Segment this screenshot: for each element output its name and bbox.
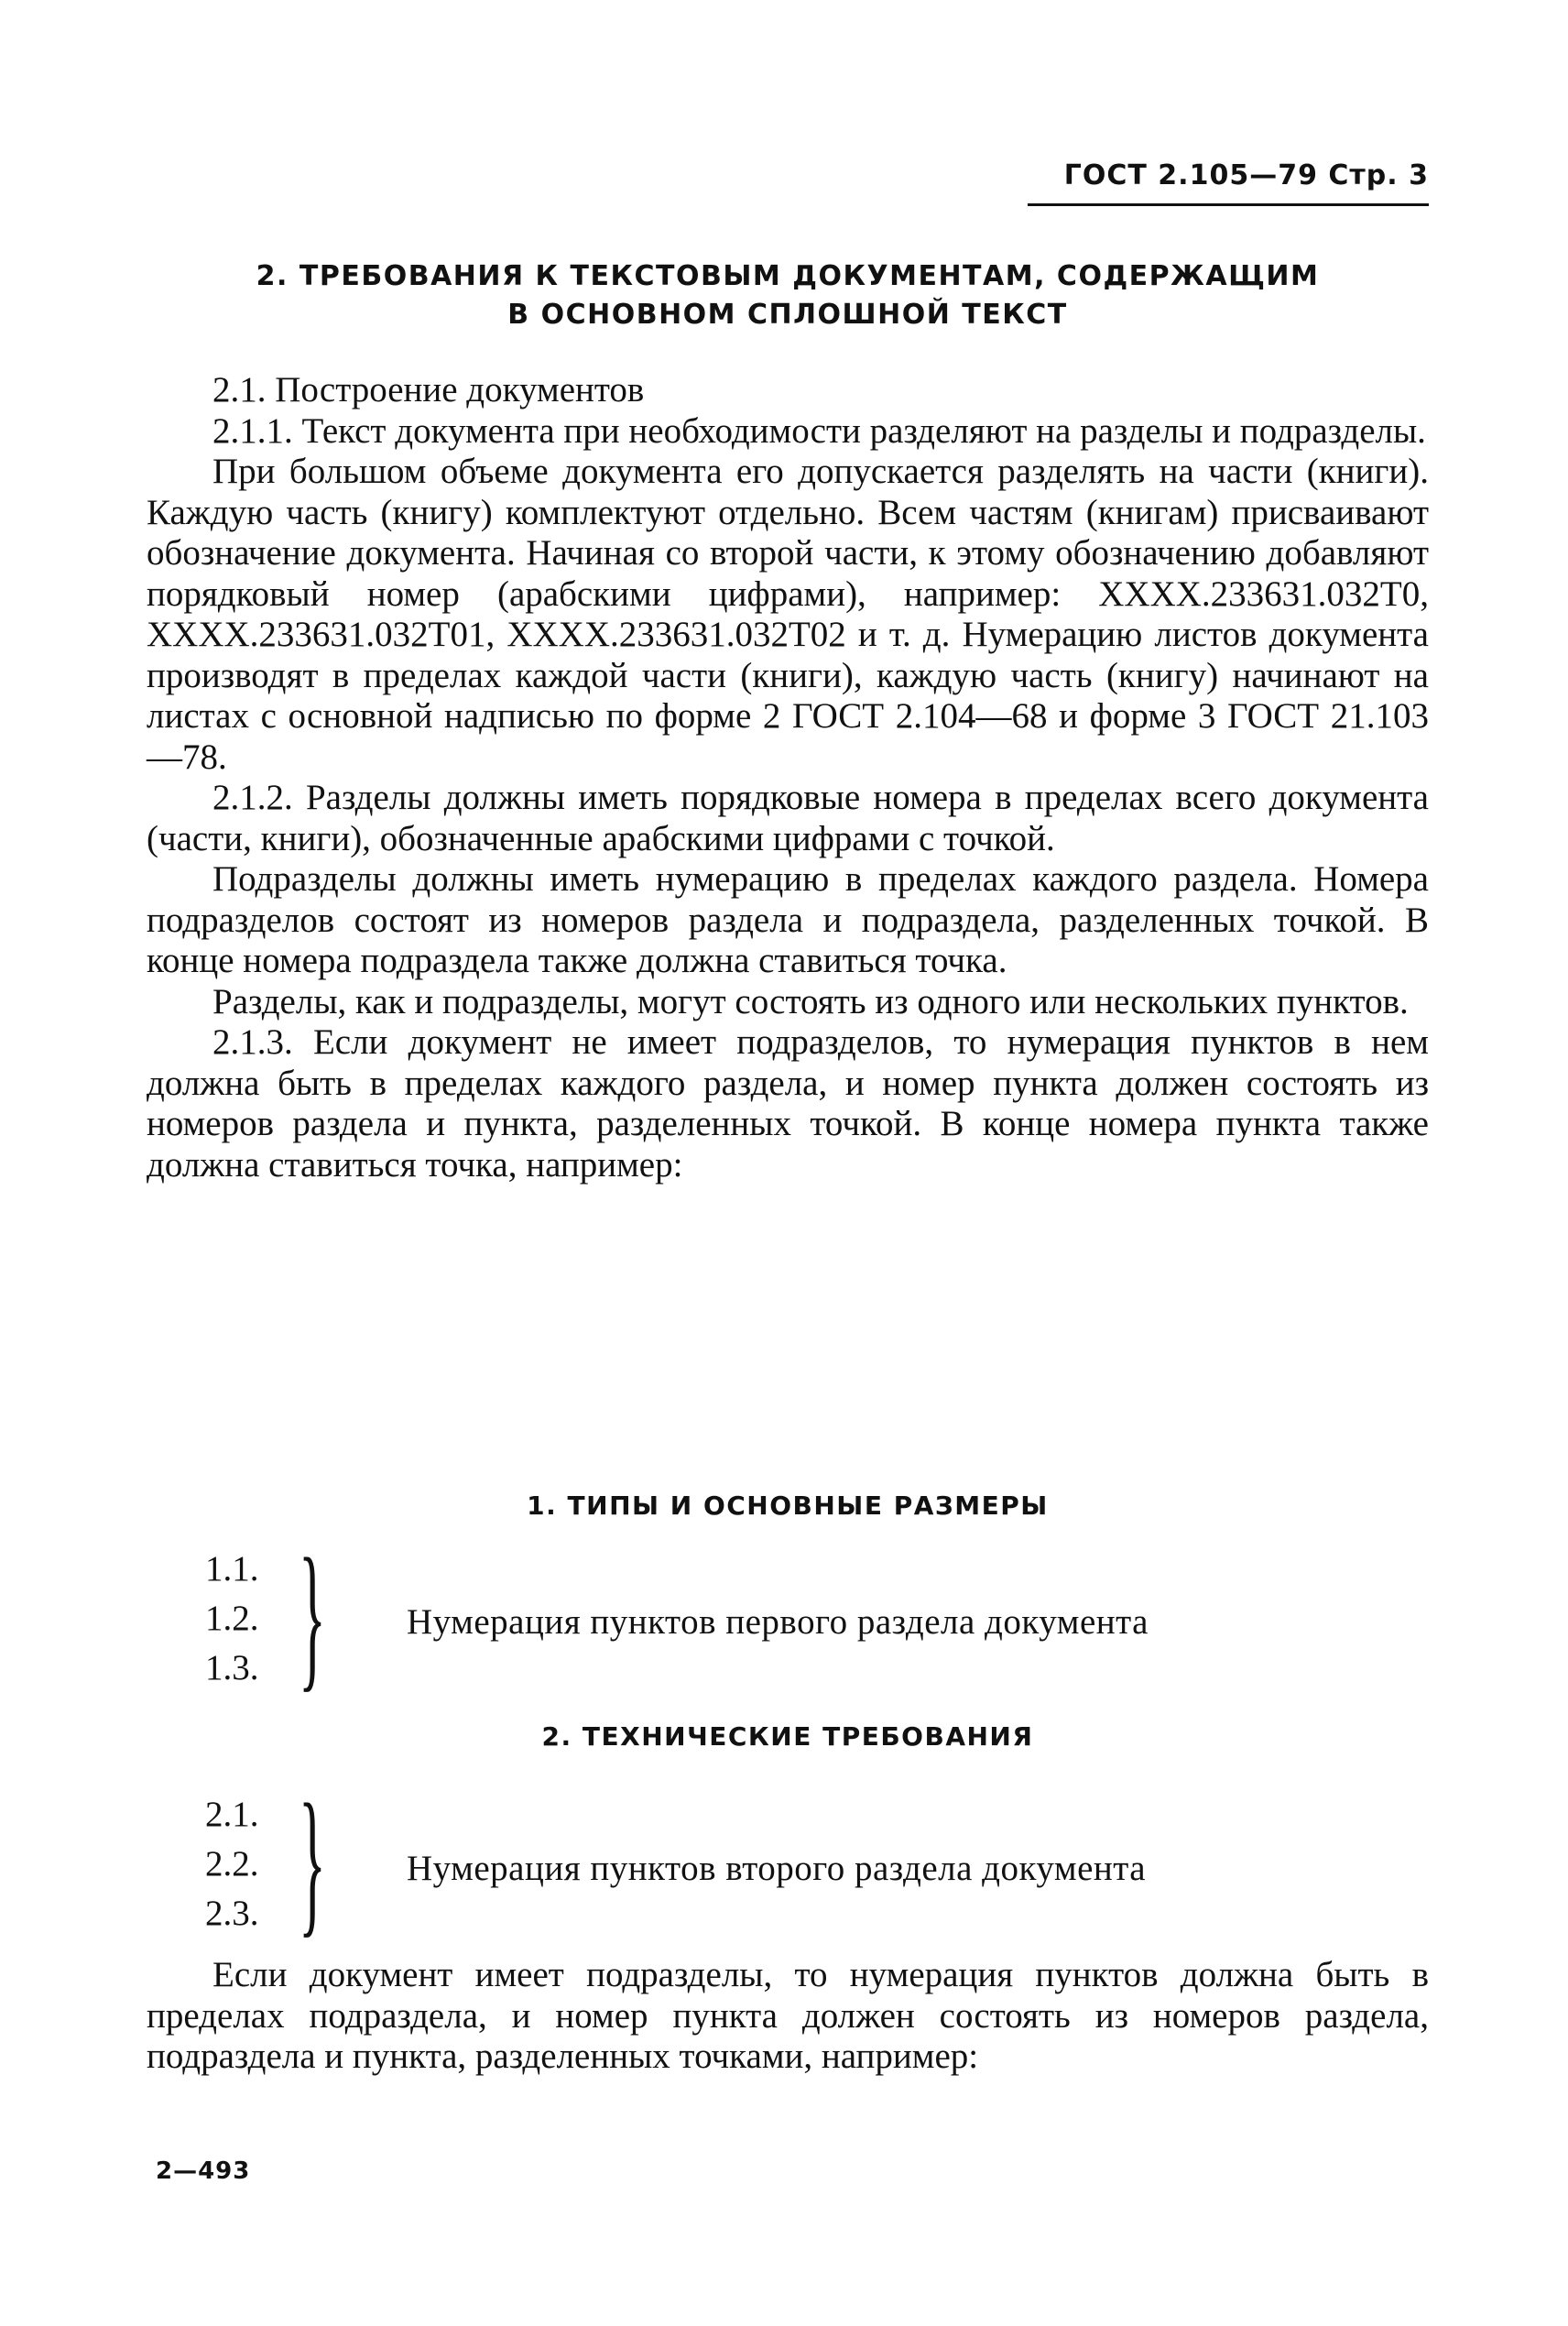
section-title-line1: 2. ТРЕБОВАНИЯ К ТЕКСТОВЫМ ДОКУМЕНТАМ, СОДЕРЖАЩИМ [256,260,1320,292]
example2-numbers [205,1790,259,1938]
header-rule [1028,203,1429,206]
paragraph-2-1-3: 2.1.3. Если документ не имеет подразделов, то нумерация пунктов в нем должна быть в пределах каждого раздела, и номер пункта должен состоять из номеров раздела и пункта, разделенных точкой. В конце номера пункта также должна ставиться точка, например: [147,1022,1429,1185]
example2-number: 2.3. [205,1894,259,1933]
page-footer-code: 2—493 [156,2157,251,2185]
example1-number: 1.2. [205,1599,259,1638]
paragraph-items: Разделы, как и подразделы, могут состоять из одного или нескольких пунктов. [212,981,1409,1021]
example2-number: 2.2. [205,1844,259,1884]
example1-caption: Нумерация пунктов первого раздела документа [407,1602,1149,1642]
example1-heading: 1. ТИПЫ И ОСНОВНЫЕ РАЗМЕРЫ [527,1491,1049,1521]
example2-heading: 2. ТЕХНИЧЕСКИЕ ТРЕБОВАНИЯ [541,1721,1034,1752]
paragraph-2-1-1: 2.1.1. Текст документа при необходимости разделяют на разделы и подразделы. [212,410,1426,451]
paragraph-2-1: 2.1. Построение документов [212,370,645,410]
example2-brace: } [299,1770,326,1951]
paragraph-2-1-2: 2.1.2. Разделы должны иметь порядковые номера в пределах всего документа (части, книги), обозначенные арабскими цифрами с точкой. [147,778,1429,858]
example1-brace: } [299,1524,326,1706]
body-lower [147,1955,1429,2078]
page-header: ГОСТ 2.105—79 Стр. 3 [1063,159,1429,191]
example2-caption: Нумерация пунктов второго раздела документа [407,1849,1147,1888]
paragraph-subsections: Подразделы должны иметь нумерацию в пределах каждого раздела. Номера подразделов состоят из номеров раздела и подраздела, разделенных точкой. В конце номера подраздела также должна ставиться точка. [147,859,1429,980]
example1-number: 1.3. [205,1648,259,1687]
example1-number: 1.1. [205,1549,259,1589]
paragraph-final: Если документ имеет подразделы, то нумерация пунктов должна быть в пределах подраздела, и номер пункта должен состоять из номеров раздела, подраздела и пункта, разделенных точками, например: [147,1955,1429,2076]
paragraph-parts: При большом объеме документа его допускается разделять на части (книги). Каждую часть (книгу) комплектуют отдельно. Всем частям (книгам) присваивают обозначение документа. Начиная со второй части, к этому обозначению добавляют порядковый номер (арабскими цифрами), например: ХХХХ.233631.032Т0, ХХХХ.233631.032Т01, ХХХХ.233631.032Т02 и т. д. Нумерацию листов документа производят в пределах каждой части (книги), каждую часть (книгу) начинают на листах с основной надписью по форме 2 ГОСТ 2.104—68 и форме 3 ГОСТ 21.103—78. [147,452,1429,777]
example2-number: 2.1. [205,1795,259,1834]
example1-numbers [205,1545,259,1693]
section-title-line2: В ОСНОВНОМ СПЛОШНОЙ ТЕКСТ [507,299,1068,331]
body-upper [147,370,1429,1185]
